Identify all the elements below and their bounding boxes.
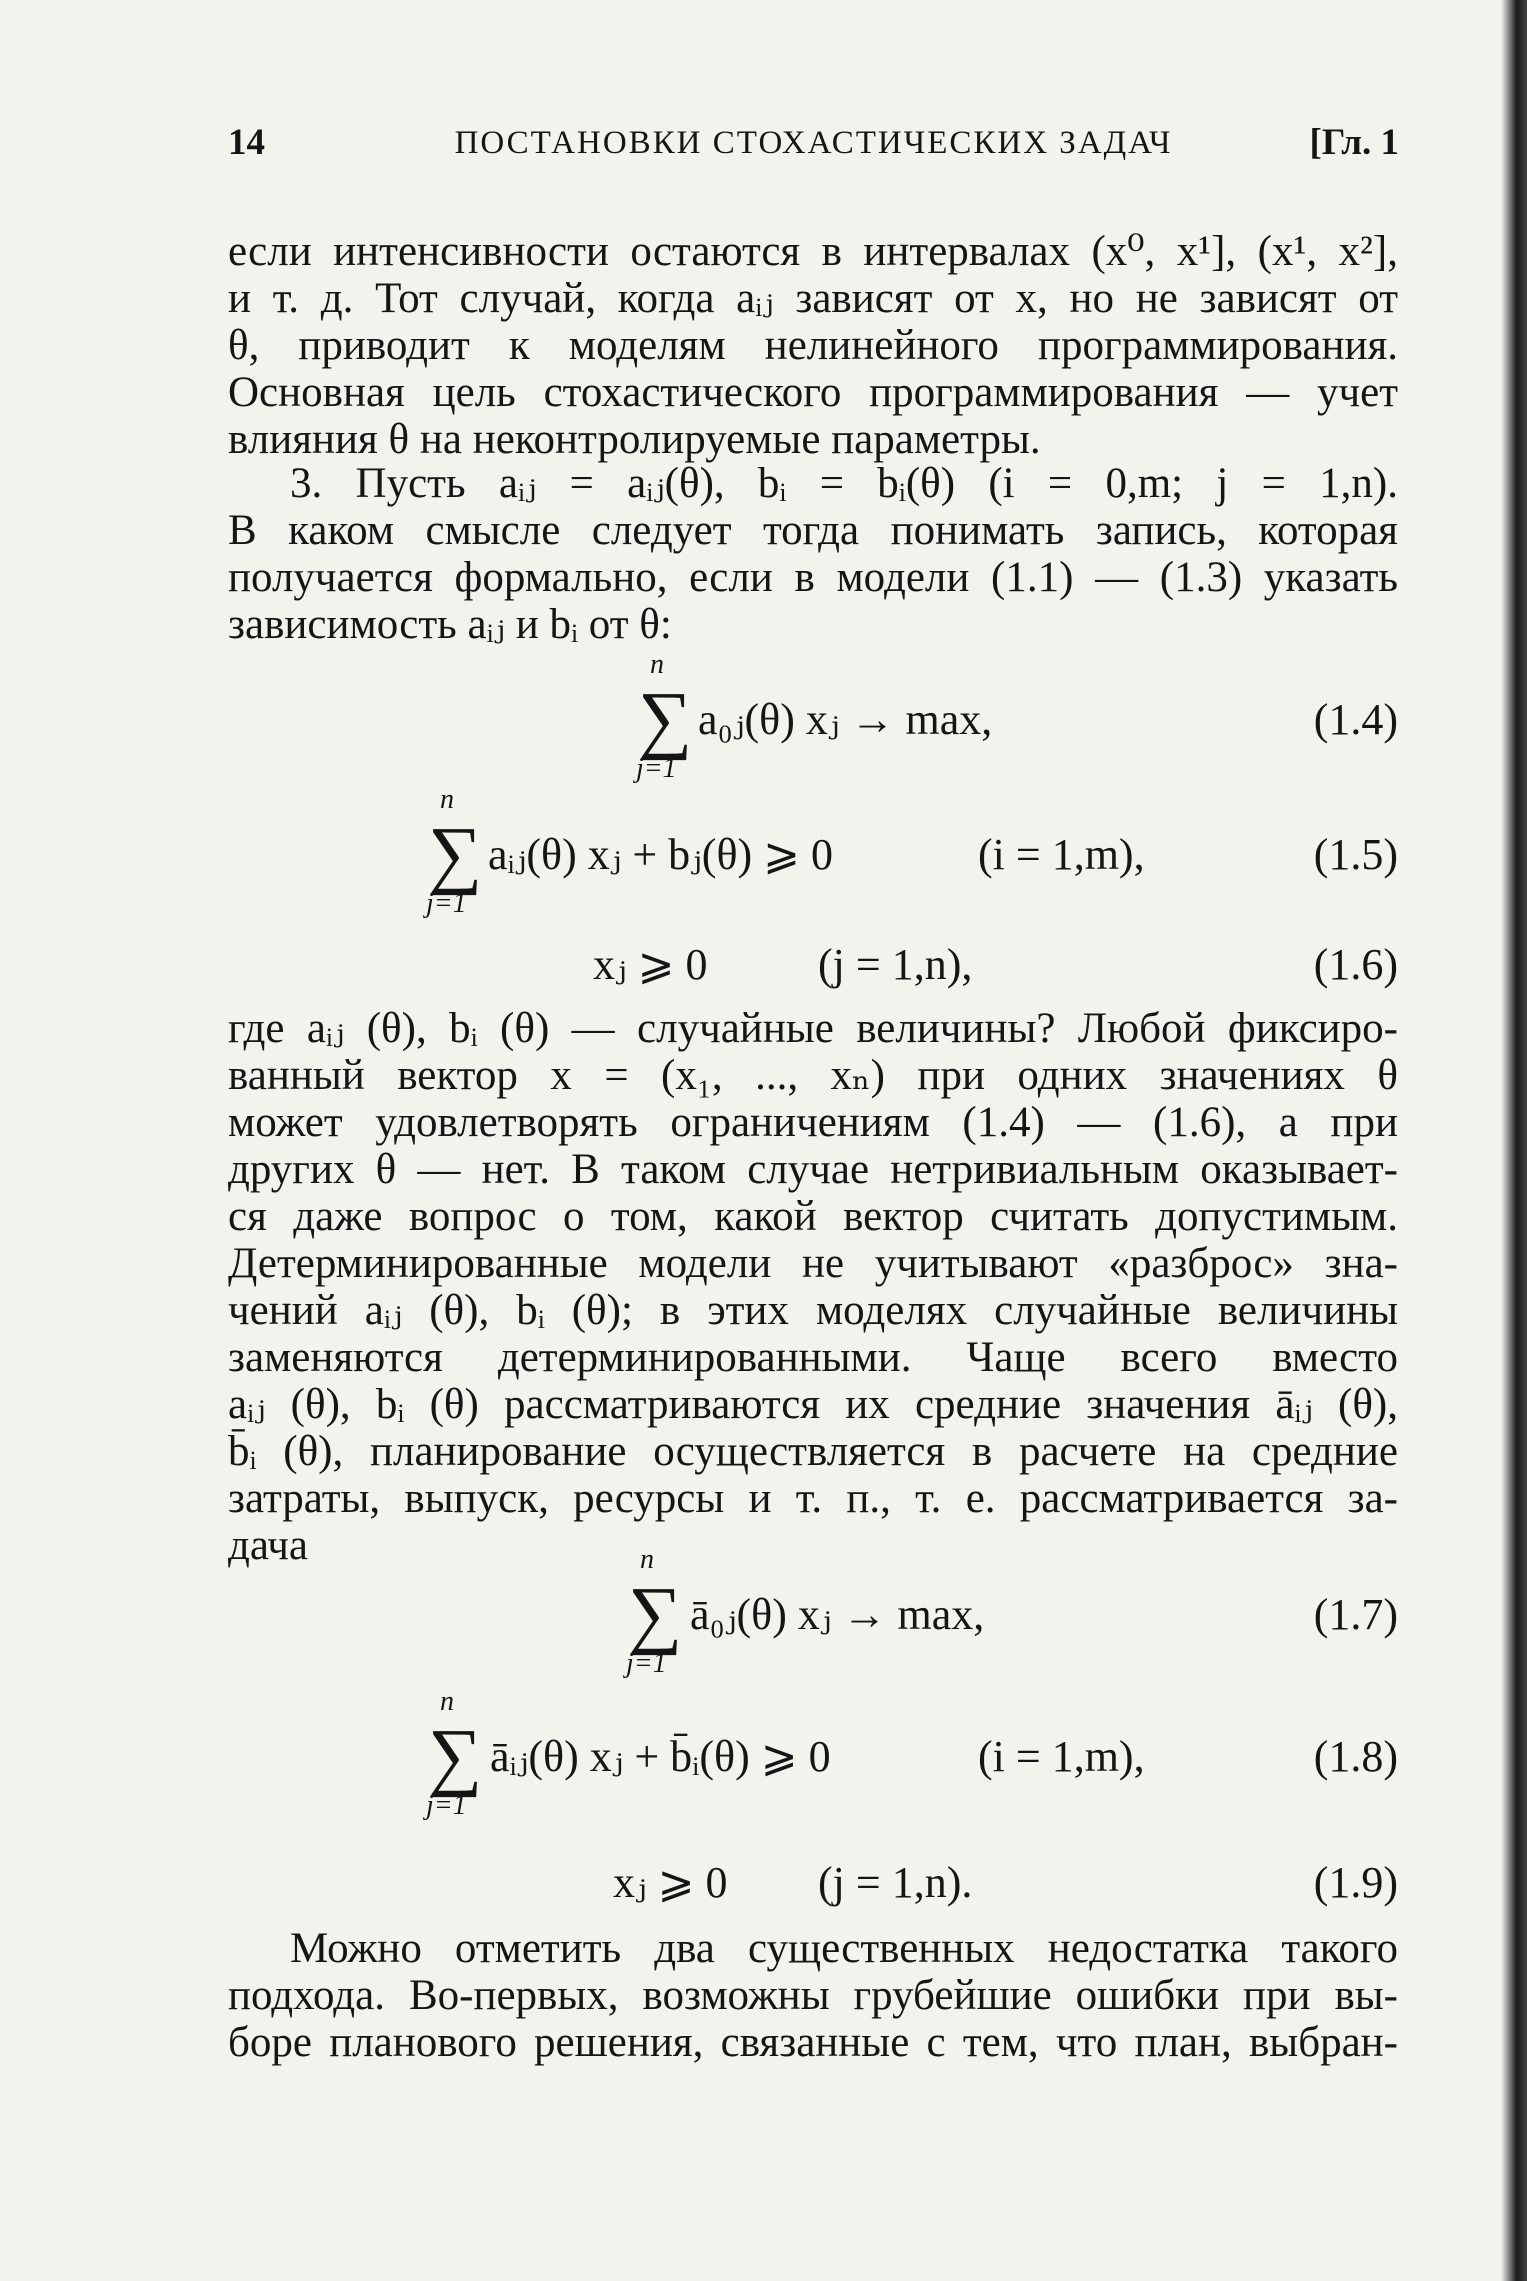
equation-number: (1.8)	[1313, 1732, 1398, 1781]
equation-number: (1.7)	[1313, 1590, 1398, 1639]
text-line: может удовлетворять ограничениям (1.4) — (1.6), а при	[228, 1099, 1398, 1146]
sum-upper-limit: n	[440, 784, 454, 815]
sum-upper-limit: n	[650, 649, 664, 680]
sum-lower-limit: j=1	[426, 888, 467, 919]
text-line: В каком смысле следует тогда понимать запись, которая	[228, 507, 1398, 554]
paragraph-1	[228, 228, 1398, 463]
text-line: заменяются детерминированными. Чаще всего вместо	[228, 1334, 1398, 1381]
text-line: b̄ᵢ (θ), планирование осуществляется в расчете на средние	[228, 1428, 1398, 1475]
equation-expression: xⱼ ⩾ 0	[593, 940, 708, 989]
text-line: боре планового решения, связанные с тем, что план, выбран-	[228, 2019, 1398, 2066]
text-line: дача	[228, 1522, 308, 1569]
sum-lower-limit: j=1	[426, 1790, 467, 1821]
summation-symbol: ∑	[628, 1572, 683, 1656]
book-binding-shadow	[1501, 0, 1527, 2281]
text-line: подхода. Во-первых, возможны грубейшие ошибки при вы-	[228, 1972, 1398, 2019]
equation-condition: (i = 1,m),	[978, 830, 1145, 879]
equation-1-9	[228, 1828, 1398, 1938]
chapter-label: [Гл. 1	[1309, 122, 1399, 163]
running-title: ПОСТАНОВКИ СТОХАСТИЧЕСКИХ ЗАДАЧ	[454, 125, 1173, 161]
equation-expression: a₀ⱼ(θ) xⱼ → max,	[698, 695, 993, 744]
summation-symbol: ∑	[638, 677, 693, 761]
text-line: Детерминированные модели не учитывают «разброс» зна-	[228, 1240, 1398, 1287]
text-line: ванный вектор x = (x₁, ..., xₙ) при одних значениях θ	[228, 1052, 1398, 1099]
text-line: чений aᵢⱼ (θ), bᵢ (θ); в этих моделях случайные величины	[228, 1287, 1398, 1334]
equation-number: (1.6)	[1313, 940, 1398, 989]
equation-1-8	[228, 1686, 1398, 1821]
text-line: если интенсивности остаются в интервалах (x⁰, x¹], (x¹, x²],	[228, 228, 1398, 275]
equation-expression: aᵢⱼ(θ) xⱼ + bⱼ(θ) ⩾ 0	[488, 830, 834, 879]
equation-expression: ā₀ⱼ(θ) xⱼ → max,	[690, 1590, 985, 1639]
equation-1-5	[228, 784, 1398, 919]
equation-number: (1.5)	[1313, 830, 1398, 879]
equation-expression: āᵢⱼ(θ) xⱼ + b̄ᵢ(θ) ⩾ 0	[490, 1732, 831, 1781]
text-line: других θ — нет. В таком случае нетривиальным оказывает-	[228, 1146, 1398, 1193]
equation-number: (1.4)	[1313, 695, 1398, 744]
equation-condition: (j = 1,n),	[818, 940, 973, 989]
equation-1-4	[228, 649, 1398, 784]
text-line: где aᵢⱼ (θ), bᵢ (θ) — случайные величины? Любой фиксиро-	[228, 1005, 1398, 1052]
equation-condition: (i = 1,m),	[978, 1732, 1145, 1781]
equation-number: (1.9)	[1313, 1858, 1398, 1907]
text-line: зависимость aᵢⱼ и bᵢ от θ:	[228, 601, 672, 648]
page-number: 14	[228, 122, 265, 163]
text-line: aᵢⱼ (θ), bᵢ (θ) рассматриваются их средние значения āᵢⱼ (θ),	[228, 1381, 1398, 1428]
sum-lower-limit: j=1	[636, 753, 677, 784]
text-line: затраты, выпуск, ресурсы и т. п., т. е. рассматривается за-	[228, 1475, 1398, 1522]
paragraph-4	[228, 1925, 1398, 2066]
text-line: получается формально, если в модели (1.1) — (1.3) указать	[228, 554, 1398, 601]
paragraph-2	[228, 460, 1398, 648]
equation-condition: (j = 1,n).	[818, 1858, 973, 1907]
equation-expression: xⱼ ⩾ 0	[613, 1858, 728, 1907]
text-line: 3. Пусть aᵢⱼ = aᵢⱼ(θ), bᵢ = bᵢ(θ) (i = 0,m; j = 1,n).	[290, 460, 1398, 507]
text-line: влияния θ на неконтролируемые параметры.	[228, 416, 1041, 463]
summation-symbol: ∑	[428, 1714, 483, 1798]
sum-lower-limit: j=1	[626, 1648, 667, 1679]
text-line: Можно отметить два существенных недостатка такого	[290, 1925, 1398, 1972]
text-line: и т. д. Тот случай, когда aᵢⱼ зависят от x, но не зависят от	[228, 275, 1398, 322]
page-header	[228, 118, 1399, 168]
sum-upper-limit: n	[640, 1544, 654, 1575]
equation-1-6	[228, 910, 1398, 1020]
text-line: Основная цель стохастического программирования — учет	[228, 369, 1398, 416]
text-line: ся даже вопрос о том, какой вектор считать допустимым.	[228, 1193, 1398, 1240]
paragraph-3	[228, 1005, 1398, 1569]
sum-upper-limit: n	[440, 1686, 454, 1717]
summation-symbol: ∑	[428, 812, 483, 896]
text-line: θ, приводит к моделям нелинейного программирования.	[228, 322, 1398, 369]
